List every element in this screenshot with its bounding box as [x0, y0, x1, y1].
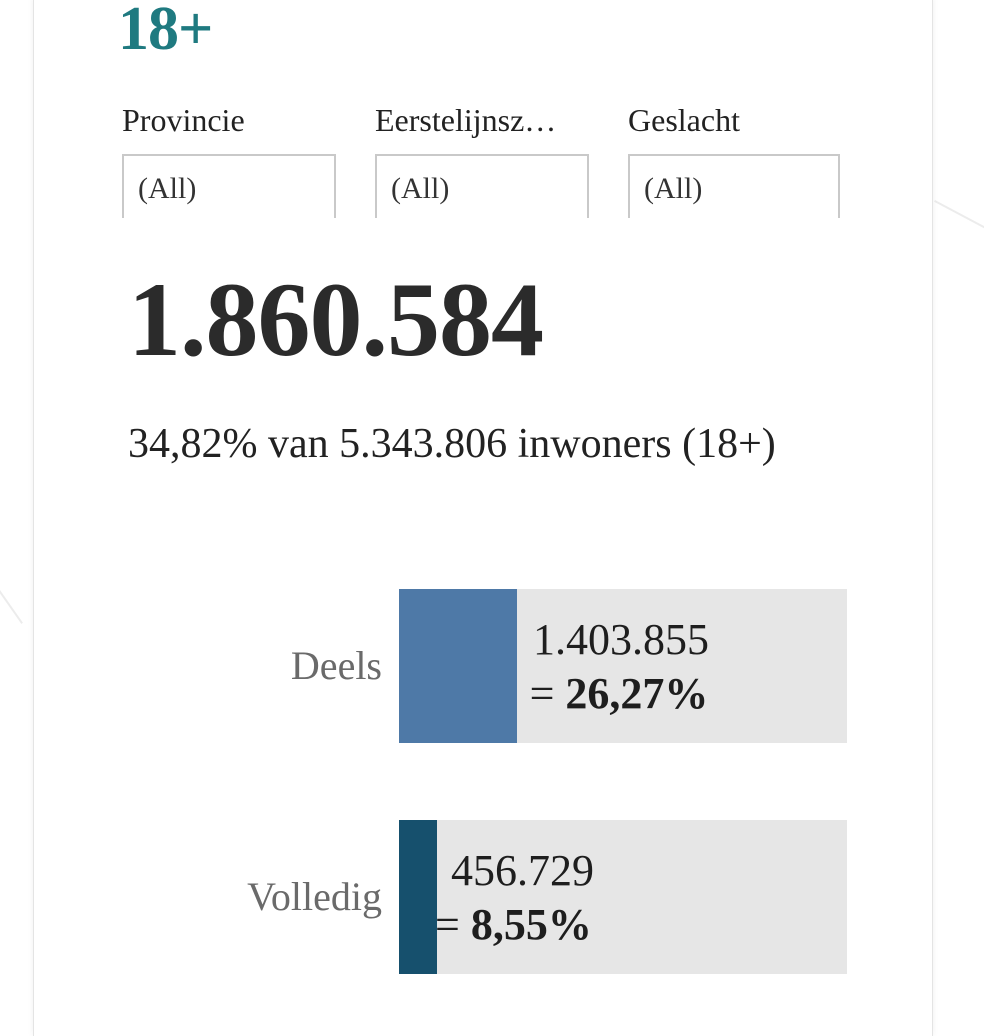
- eerstelijnszone-dropdown[interactable]: (All): [375, 154, 589, 218]
- provincie-dropdown[interactable]: (All): [122, 154, 336, 218]
- filter-eerstelijnszone: [375, 100, 589, 218]
- bar-fill-volledig[interactable]: [399, 820, 437, 974]
- filter-provincie: [122, 100, 336, 218]
- bar-track: [399, 820, 847, 974]
- bar-percent: 8,55%: [470, 900, 592, 949]
- bar-percent-line: = 8,55%: [435, 900, 592, 949]
- bar-percent: 26,27%: [565, 669, 709, 718]
- bar-track: [399, 589, 847, 743]
- background-decoration-line: [934, 200, 984, 230]
- total-vaccinated-number: 1.860.584: [128, 261, 543, 378]
- bar-label-deels: Deels: [290, 643, 382, 688]
- filter-label: Provincie: [122, 102, 245, 138]
- bar-count: 456.729: [451, 846, 594, 895]
- bar-value-deels: [529, 613, 709, 721]
- bar-value-volledig: [435, 844, 594, 952]
- bar-count: 1.403.855: [533, 615, 709, 664]
- bar-label-volledig: Volledig: [247, 874, 382, 919]
- population-summary: 34,82% van 5.343.806 inwoners (18+): [128, 421, 776, 467]
- bar-row-deels: [0, 589, 984, 743]
- filter-geslacht: [628, 100, 840, 218]
- page-title: 18+: [118, 0, 213, 63]
- bar-fill-deels[interactable]: [399, 589, 517, 743]
- geslacht-dropdown[interactable]: (All): [628, 154, 840, 218]
- bar-percent-line: = 26,27%: [529, 669, 709, 718]
- filter-label: Geslacht: [628, 102, 740, 138]
- bar-row-volledig: [0, 820, 984, 974]
- filter-label: Eerstelijnsz…: [375, 102, 557, 138]
